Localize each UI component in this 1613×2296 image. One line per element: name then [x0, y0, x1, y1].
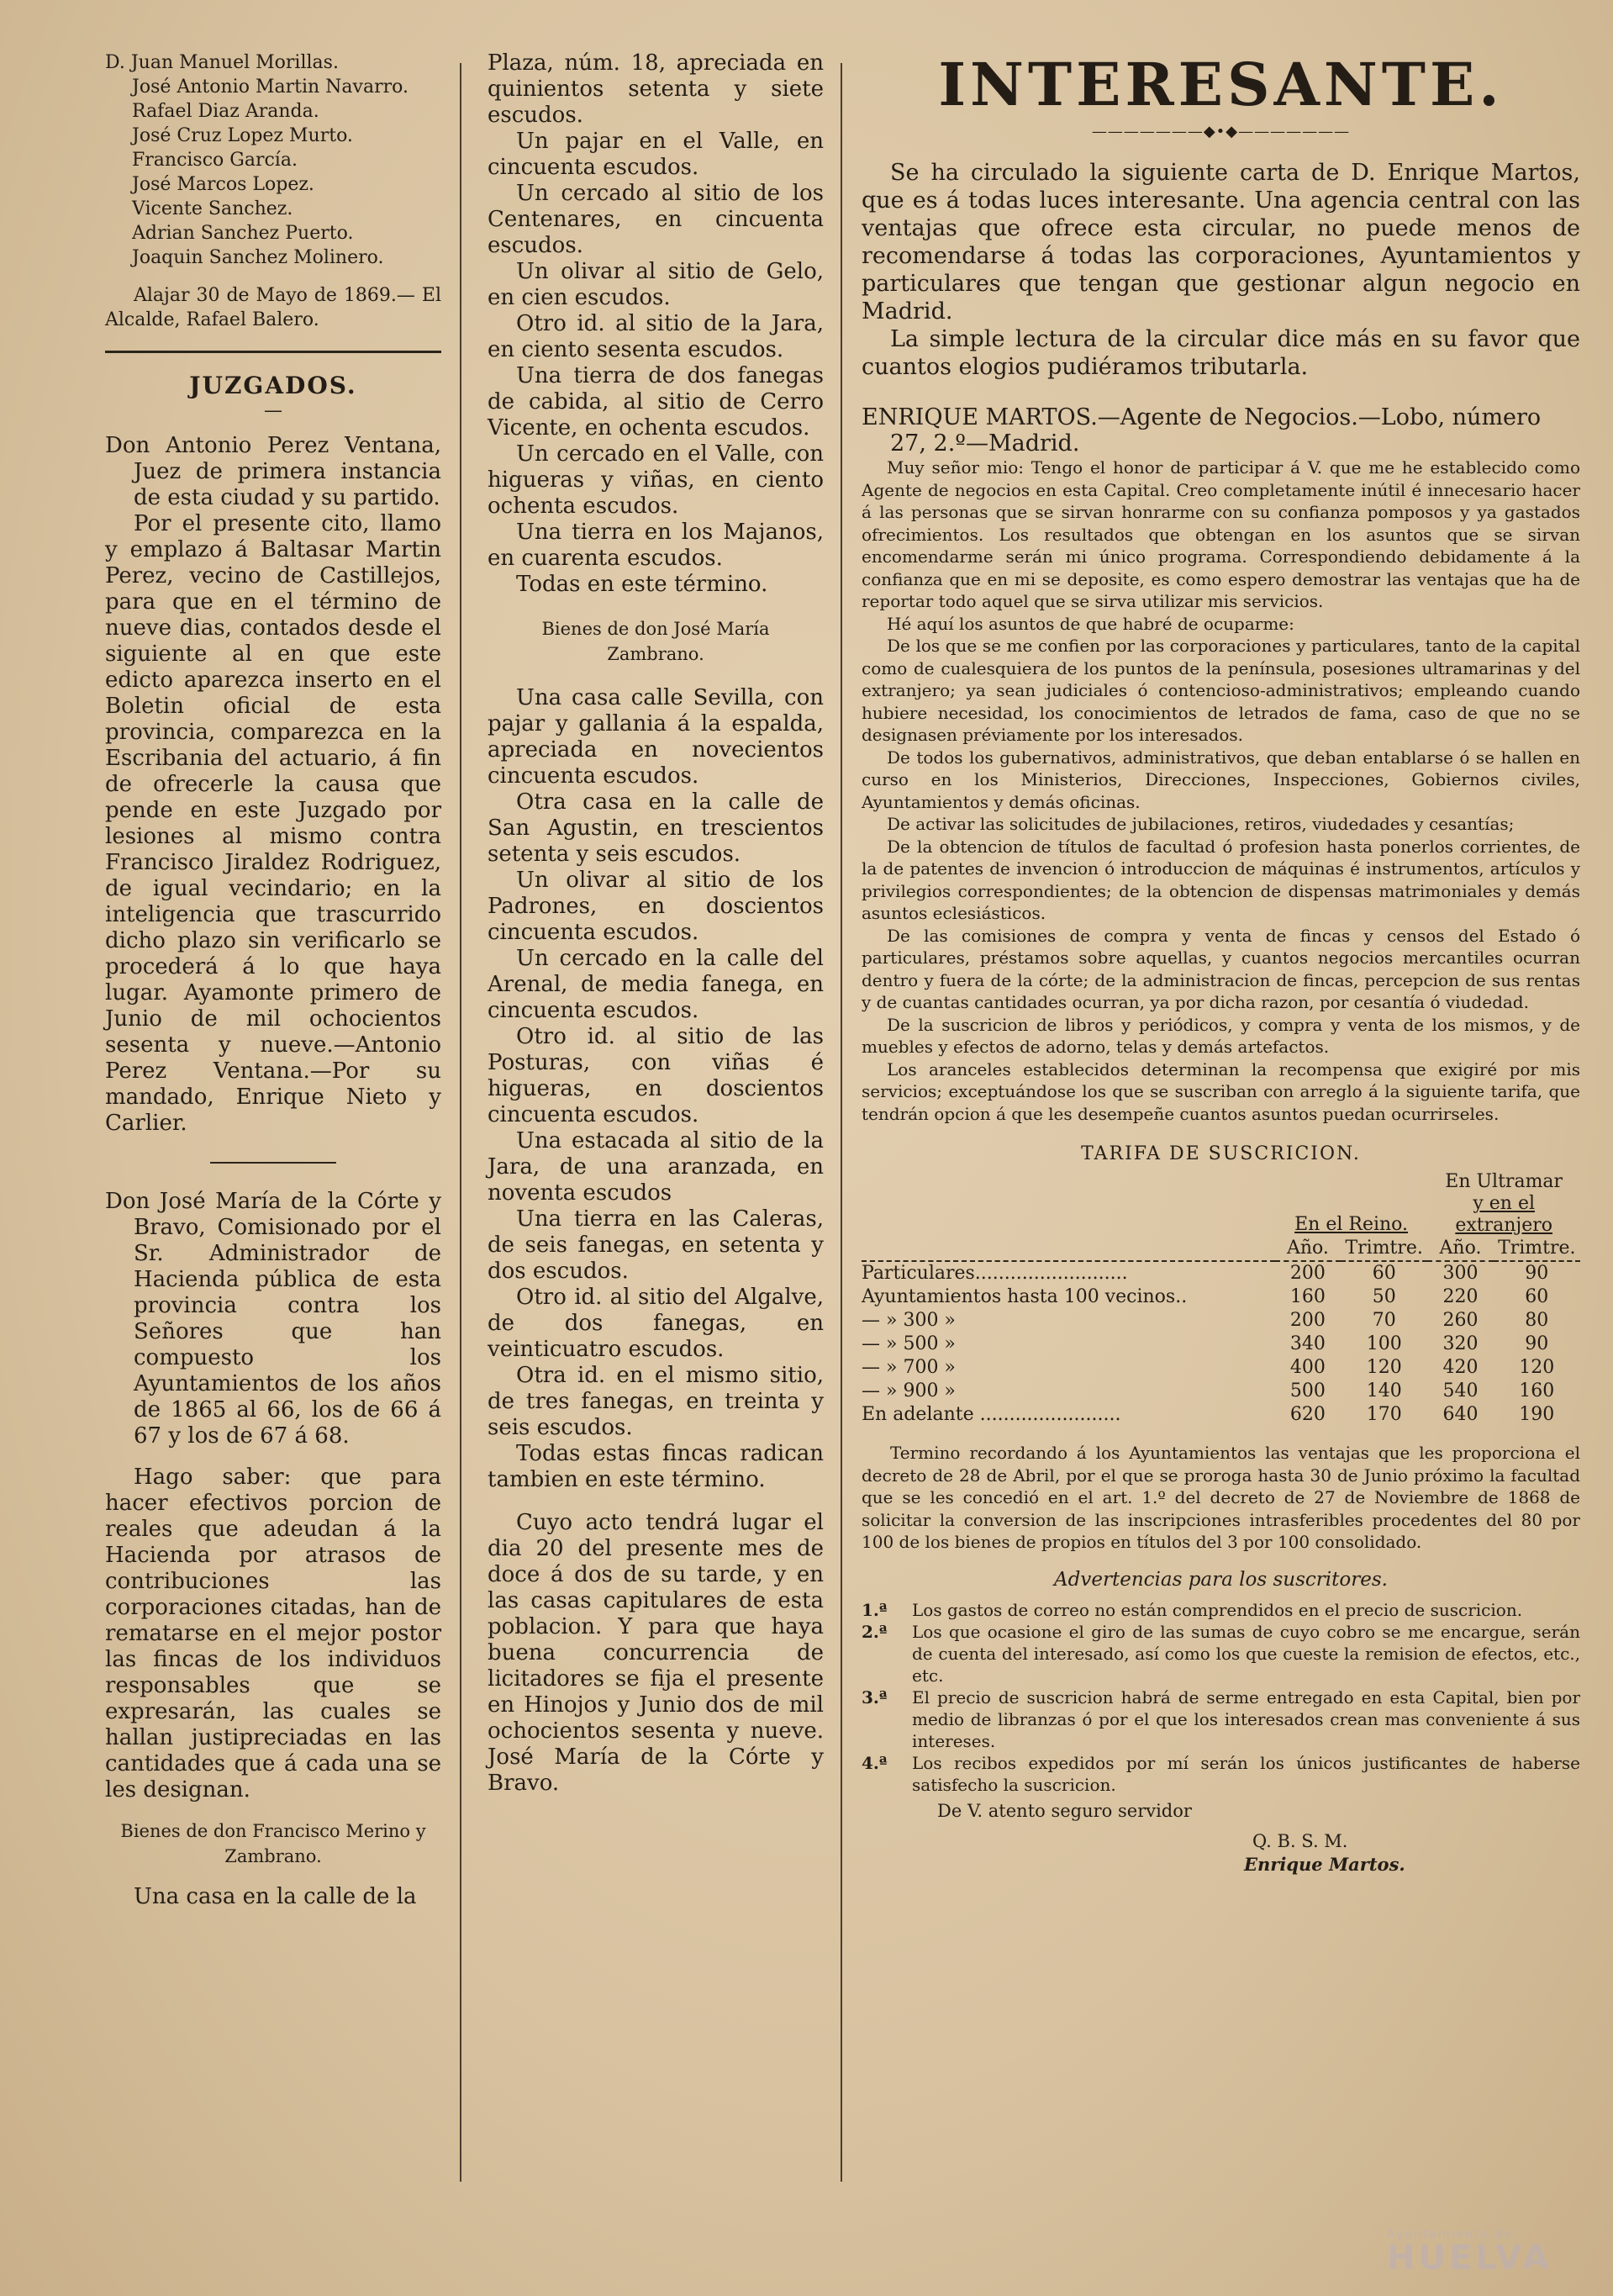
- bienes-merino-heading: Bienes de don Francisco Merino y Zambrano.: [120, 1821, 426, 1866]
- letter-paragraph: Los aranceles establecidos determinan la recompensa que exigiré por mis servicios; exceptuándose los que se suscriban con arreglo á la siguiente tarifa, que tendrán opcion á que les desempeñe cuantos asuntos puedan ocurrirseles.: [862, 1058, 1580, 1124]
- tarifa-row: [862, 1285, 1580, 1309]
- tarifa-cell: 200: [1289, 1310, 1326, 1331]
- tarifa-cell: 420: [1442, 1357, 1479, 1378]
- lead-paragraph-2: La simple lectura de la circular dice más en su favor que cuantos elogios pudiéramos tributarla.: [862, 326, 1580, 380]
- advertencia-text: Los gastos de correo no están comprendidos en el precio de suscricion.: [912, 1599, 1523, 1620]
- advertencia-item: [862, 1621, 1580, 1686]
- letter-paragraph: Muy señor mio: Tengo el honor de participar á V. que me he establecido como Agente de negocios en esta Capital. Creo completamente inútil é innecesario hacer á las personas que se sirvan honrarme con su confianza pomposos y ya gastados ofrecimientos. Los resultados que obtengan en los asuntos que se sirvan encomendarme serán mi único programa. Correspondiendo debidamente á la confianza que en mi se deposite, es como espero demostrar las ventajas que ha de reportar todo aquel que se sirva utilizar mis servicios.: [862, 457, 1580, 611]
- col-header: Trimtre.: [1345, 1238, 1423, 1259]
- signatories-list: [105, 50, 441, 270]
- tarifa-cell: 120: [1519, 1357, 1555, 1378]
- letter-body: [862, 457, 1580, 1125]
- letter-paragraph: De la obtencion de títulos de facultad ó profesion hasta ponerlos corrientes, de la de patentes de invencion ó introduccion de máquinas é instrumentos, artículos y privilegios correspondientes; de la obtencion de dispensas matrimoniales y demás asuntos eclesiásticos.: [862, 836, 1580, 923]
- tarifa-row: [862, 1333, 1580, 1356]
- letter-paragraph: De las comisiones de compra y venta de fincas y censos del Estado ó particulares, préstamos sobre aquellas, y cuantos negocios mercantiles ocurran dentro y fuera de la córte; de la administracion de fincas, percepcion de sus rentas y de cuantas cantidades ocurran, ya por dicha razon, por cesantía ó viudedad.: [862, 925, 1580, 1012]
- tarifa-cell: 500: [1289, 1380, 1326, 1401]
- property-item: Plaza, núm. 18, apreciada en quinientos setenta y siete escudos.: [488, 50, 824, 128]
- property-item: Un cercado en el Valle, con higueras y viñas, en ciento ochenta escudos.: [488, 441, 824, 519]
- property-item: Un olivar al sitio de los Padrones, en doscientos cincuenta escudos.: [488, 868, 824, 945]
- tarifa-row: [862, 1356, 1580, 1380]
- group-reino: En el Reino.: [1294, 1214, 1409, 1235]
- bienes-zambrano-heading: Bienes de don José María Zambrano.: [541, 619, 770, 664]
- signatory: D. Juan Manuel Morillas.: [105, 52, 339, 73]
- signatory: José Cruz Lopez Murto.: [132, 125, 353, 146]
- advertencias-title: Advertencias para los suscritores.: [1054, 1568, 1388, 1591]
- tarifa-cell: 60: [1372, 1263, 1396, 1284]
- property-item: Otro id. al sitio del Algalve, de dos fanegas, en veinticuatro escudos.: [488, 1285, 824, 1362]
- tarifa-cell: 160: [1289, 1286, 1326, 1307]
- tarifa-cell: 340: [1289, 1333, 1326, 1354]
- property-item: Una tierra en los Majanos, en cuarenta escudos.: [488, 520, 824, 571]
- closing-servidor: De V. atento seguro servidor: [937, 1800, 1192, 1821]
- column-1: [105, 50, 441, 1910]
- juzgados-heading: JUZGADOS.: [189, 372, 357, 399]
- letter-paragraph: Hé aquí los asuntos de que habré de ocuparme:: [887, 613, 1294, 634]
- tarifa-group-row: [862, 1171, 1580, 1237]
- tarifa-row: [862, 1403, 1580, 1427]
- property-item: Una estacada al sitio de la Jara, de una aranzada, en noventa escudos: [488, 1128, 824, 1206]
- lead-paragraph-1: Se ha circulado la siguiente carta de D. Enrique Martos, que es á todas luces interesante. Una agencia central con las ventajas que ofrece esta circular, no puede menos de recomendarse á todas las corporaciones, Ayuntamientos y particulares que tengan que gestionar algun negocio en Madrid.: [862, 160, 1580, 325]
- comisionado-intro: Don José María de la Córte y Bravo, Comisionado por el Sr. Administrador de Hacienda pública de esta provincia contra los Señores que han compuesto los Ayuntamientos de los años de 1865 al 66, los de 66 á 67 y los de 67 á 68.: [105, 1189, 441, 1449]
- advertencias-list: [862, 1599, 1580, 1796]
- letter-paragraph: De activar las solicitudes de jubilaciones, retiros, viudedades y cesantías;: [887, 814, 1515, 834]
- column-rule-1: [460, 63, 461, 2182]
- advertencia-number: 1.ª: [862, 1599, 888, 1620]
- tarifa-row: [862, 1309, 1580, 1333]
- advertencia-number: 3.ª: [862, 1686, 888, 1707]
- tarifa-cell: 120: [1366, 1357, 1402, 1378]
- tarifa-cell: 190: [1519, 1404, 1555, 1425]
- property-item: Una tierra en las Caleras, de seis fanegas, en setenta y dos escudos.: [488, 1206, 824, 1284]
- property-item: Un olivar al sitio de Gelo, en cien escudos.: [488, 259, 824, 310]
- advertencia-item: [862, 1686, 1580, 1752]
- termino-text: Termino recordando á los Ayuntamientos las ventajas que les proporciona el decreto de 28 de Abril, por el que se proroga hasta 30 de Junio próximo la facultad que se les concedió en el art. 1.º del decreto de 27 de Noviembre de 1868 de solicitar la conversion de las inscripciones intrasferibles procedentes del 80 por 100 de los bienes de propios en títulos del 3 por 100 consolidado.: [862, 1443, 1580, 1552]
- column-2: [488, 50, 824, 1797]
- tarifa-cell: 320: [1442, 1333, 1479, 1354]
- property-item: Otra id. en el mismo sitio, de tres fanegas, en treinta y seis escudos.: [488, 1363, 824, 1440]
- section-divider: [105, 351, 441, 353]
- signatory: José Marcos Lopez.: [132, 174, 314, 195]
- column-3: [862, 50, 1580, 1876]
- closing-signature: Enrique Martos.: [1244, 1853, 1405, 1875]
- tarifa-cell: 100: [1366, 1333, 1402, 1354]
- casa-start-text: Una casa en la calle de la: [134, 1884, 417, 1909]
- group-ultramar-line2: y en el extranjero: [1455, 1193, 1553, 1236]
- agent-heading: ENRIQUE MARTOS.—Agente de Negocios.—Lobo, número 27, 2.º—Madrid.: [862, 404, 1542, 457]
- property-item: Otro id. al sitio de la Jara, en ciento sesenta escudos.: [488, 311, 824, 362]
- signatory: Rafael Diaz Aranda.: [132, 101, 319, 122]
- heading-dash: —: [264, 400, 282, 421]
- signatory: Francisco García.: [132, 150, 298, 171]
- acto-text: Cuyo acto tendrá lugar el dia 20 del presente mes de doce á dos de su tarde, y en las casas capitulares de esta poblacion. Y para que haya buena concurrencia de licitadores se fija el presente en Hinojos y Junio dos de mil ochocientos sesenta y nueve. José María de la Córte y Bravo.: [488, 1510, 824, 1796]
- edicto-text: Por el presente cito, llamo y emplazo á Baltasar Martin Perez, vecino de Castillejos, para que en el término de nueve dias, contados desde el siguiente al en que este edicto aparezca inserto en el Boletin oficial de esta provincia, comparezca en la Escribania del actuario, á fin de ofrecerle la causa que pende en este Juzgado por lesiones al mismo contra Francisco Jiraldez Rodriguez, de igual vecindario; en la inteligencia que trascurrido dicho plazo sin verificarlo se procederá á lo que haya lugar. Ayamonte primero de Junio de mil ochocientos sesenta y nueve.—Antonio Perez Ventana.—Por su mandado, Enrique Nieto y Carlier.: [105, 511, 441, 1136]
- archive-watermark: [1294, 2228, 1563, 2278]
- tarifa-cell: 300: [1442, 1263, 1479, 1284]
- tarifa-row-label: En adelante ........................: [862, 1404, 1121, 1425]
- title-ornament: ———————◆•◆———————: [1091, 123, 1351, 140]
- tarifa-title: TARIFA DE SUSCRICION.: [1081, 1143, 1361, 1164]
- tarifa-cell: 60: [1525, 1286, 1549, 1307]
- letter-paragraph: De los que se me confien por las corporaciones y particulares, tanto de la capital como de cualesquiera de los puntos de la península, posesiones ultramarinas y del extranjero; ya sean judiciales ó contencioso-administrativos; empleando cuando hubiere necesidad, los conocimientos de letrados de fama, caso de que no se designasen préviamente por los interesados.: [862, 636, 1580, 745]
- advertencia-text: Los que ocasione el giro de las sumas de cuyo cobro se me encargue, serán de cuenta del interesado, así como los que cueste la remision de efectos, etc., etc.: [912, 1621, 1580, 1686]
- tarifa-cell: 140: [1366, 1380, 1402, 1401]
- alajar-closing: Alajar 30 de Mayo de 1869.— El Alcalde, Rafael Balero.: [105, 285, 441, 330]
- col-header: Trimtre.: [1498, 1238, 1576, 1259]
- col-header: Año.: [1286, 1238, 1329, 1259]
- property-item: Todas en este término.: [516, 572, 768, 597]
- property-item: Un pajar en el Valle, en cincuenta escudos.: [488, 129, 824, 180]
- advertencia-item: [862, 1599, 1580, 1621]
- property-item: Una casa calle Sevilla, con pajar y gallania á la espalda, apreciada en novecientos cincuenta escudos.: [488, 685, 824, 789]
- advertencia-text: Los recibos expedidos por mí serán los únicos justificantes de haberse satisfecho la suscricion.: [912, 1752, 1580, 1795]
- tarifa-cell: 200: [1289, 1263, 1326, 1284]
- watermark-line2: HUELVA: [1387, 2239, 1552, 2278]
- closing-qbsm: Q. B. S. M.: [1252, 1830, 1348, 1851]
- column-rule-2: [841, 63, 842, 2182]
- property-item: Un cercado al sitio de los Centenares, en cincuenta escudos.: [488, 181, 824, 258]
- advertencia-number: 2.ª: [862, 1621, 888, 1642]
- tarifa-row-label: — » 700 »: [862, 1357, 956, 1378]
- tarifa-row-label: — » 900 »: [862, 1380, 956, 1401]
- tarifa-cell: 70: [1372, 1310, 1396, 1331]
- tarifa-row-label: Particulares..........................: [862, 1263, 1128, 1284]
- property-item: Un cercado en la calle del Arenal, de media fanega, en cincuenta escudos.: [488, 946, 824, 1023]
- advertencia-item: [862, 1752, 1580, 1796]
- advertencia-text: El precio de suscricion habrá de serme entregado en esta Capital, bien por medio de libranzas ó por el que los interesados crean mas conveniente á sus intereses.: [912, 1686, 1580, 1751]
- tarifa-cell: 220: [1442, 1286, 1479, 1307]
- tarifa-row: [862, 1380, 1580, 1403]
- property-item: Todas estas fincas radican tambien en este término.: [488, 1441, 824, 1492]
- interesante-title: INTERESANTE.: [938, 50, 1504, 119]
- signatory: Adrian Sanchez Puerto.: [132, 223, 354, 244]
- property-item: Otro id. al sitio de las Posturas, con viñas é higueras, en doscientos cincuenta escudos.: [488, 1024, 824, 1127]
- col-header: Año.: [1439, 1238, 1482, 1259]
- tarifa-header-row: [862, 1237, 1580, 1261]
- signatory: Joaquin Sanchez Molinero.: [132, 247, 384, 268]
- group-ultramar-line1: En Ultramar: [1445, 1171, 1563, 1192]
- tarifa-cell: 170: [1366, 1404, 1402, 1425]
- letter-paragraph: De la suscricion de libros y periódicos, y compra y venta de los mismos, y de muebles y efectos de adorno, telas y demás artefactos.: [862, 1014, 1580, 1057]
- tarifa-cell: 90: [1525, 1333, 1549, 1354]
- tarifa-row-label: — » 300 »: [862, 1310, 956, 1331]
- property-item: Otra casa en la calle de San Agustin, en trescientos setenta y seis escudos.: [488, 789, 824, 867]
- tarifa-cell: 400: [1289, 1357, 1326, 1378]
- tarifa-cell: 80: [1525, 1310, 1549, 1331]
- signatory: Vicente Sanchez.: [132, 198, 293, 219]
- hago-saber-text: Hago saber: que para hacer efectivos porcion de reales que adeudan á la Hacienda por atrasos de contribuciones las corporaciones citadas, han de rematarse en el mejor postor las fincas de los individuos responsables que se expresarán, las cuales se hallan justipreciadas en las cantidades que á cada una se les designan.: [105, 1465, 441, 1802]
- tarifa-cell: 260: [1442, 1310, 1479, 1331]
- tarifa-cell: 160: [1519, 1380, 1555, 1401]
- watermark-line1: Ayuntamiento de: [1387, 2228, 1513, 2241]
- juez-intro: Don Antonio Perez Ventana, Juez de primera instancia de esta ciudad y su partido.: [105, 433, 441, 510]
- tarifa-cell: 90: [1525, 1263, 1549, 1284]
- tarifa-row-label: — » 500 »: [862, 1333, 956, 1354]
- tarifa-cell: 620: [1289, 1404, 1326, 1425]
- signatory: José Antonio Martin Navarro.: [132, 77, 409, 98]
- group-ultramar: [1427, 1171, 1580, 1237]
- tarifa-cell: 540: [1442, 1380, 1479, 1401]
- tarifa-body: [862, 1261, 1580, 1427]
- property-item: Una tierra de dos fanegas de cabida, al sitio de Cerro Vicente, en ochenta escudos.: [488, 363, 824, 441]
- letter-paragraph: De todos los gubernativos, administrativos, que deban entablarse ó se hallen en curso en los Ministerios, Direcciones, Inspecciones, Gobiernos civiles, Ayuntamientos y demás oficinas.: [862, 747, 1580, 812]
- tarifa-row: [862, 1261, 1580, 1285]
- advertencia-number: 4.ª: [862, 1752, 888, 1773]
- tarifa-row-label: Ayuntamientos hasta 100 vecinos..: [862, 1286, 1188, 1307]
- short-divider: [210, 1162, 336, 1164]
- tarifa-cell: 640: [1442, 1404, 1479, 1425]
- tarifa-table: [862, 1171, 1580, 1427]
- tarifa-cell: 50: [1372, 1286, 1396, 1307]
